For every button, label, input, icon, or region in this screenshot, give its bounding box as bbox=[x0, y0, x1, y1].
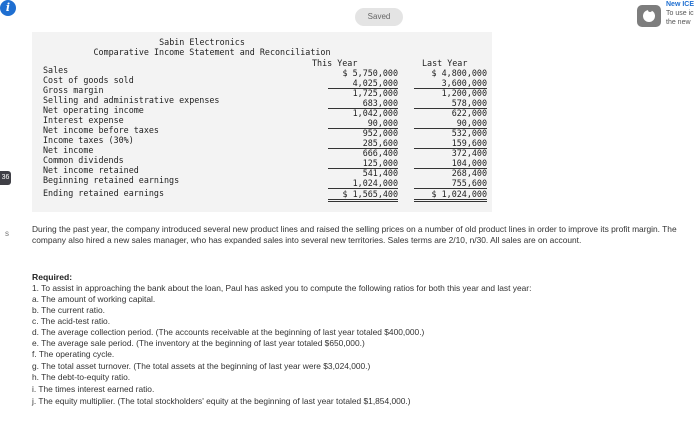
statement-title: Comparative Income Statement and Reconciliation bbox=[93, 47, 331, 57]
value-last-year: 104,000 bbox=[414, 158, 487, 169]
requirement-line: i. The times interest earned ratio. bbox=[32, 384, 155, 394]
col-header-this-year: This Year bbox=[312, 58, 358, 68]
value-this-year: 125,000 bbox=[328, 158, 398, 169]
requirement-line: b. The current ratio. bbox=[32, 305, 105, 315]
requirement-line: 1. To assist in approaching the bank about the loan, Paul has asked you to compute the following ratios for both this year and last year: bbox=[32, 283, 532, 293]
value-last-year: 372,400 bbox=[451, 148, 487, 158]
corner-notification[interactable] bbox=[666, 0, 700, 27]
row-label: Selling and administrative expenses bbox=[43, 95, 220, 105]
app-launcher-icon[interactable] bbox=[637, 5, 661, 27]
value-this-year: 4,025,000 bbox=[328, 78, 398, 89]
row-label: Net income before taxes bbox=[43, 125, 159, 135]
requirement-line: g. The total asset turnover. (The total assets at the beginning of last year were $3,024,000.) bbox=[32, 361, 371, 371]
margin-mark: s bbox=[5, 229, 9, 238]
scenario-paragraph: During the past year, the company introduced several new product lines and raised the selling prices on a number of old product lines in order to improve its profit margin. The company also hired a new sales manager, who has expanded sales into several new territories. Sales terms are 2/10, n/30. All sales are on account. bbox=[32, 224, 677, 245]
requirement-line: j. The equity multiplier. (The total stockholders' equity at the beginning of last year totaled $1,854,000.) bbox=[32, 396, 411, 406]
requirement-line: d. The average collection period. (The accounts receivable at the beginning of last year totaled $400,000.) bbox=[32, 327, 425, 337]
row-label: Net income bbox=[43, 145, 94, 155]
value-this-year: 285,600 bbox=[328, 138, 398, 149]
value-last-year: 159,600 bbox=[414, 138, 487, 149]
value-this-year: $ 5,750,000 bbox=[342, 68, 398, 78]
row-label: Gross margin bbox=[43, 85, 104, 95]
value-last-year: 90,000 bbox=[414, 118, 487, 129]
col-header-last-year: Last Year bbox=[422, 58, 468, 68]
value-last-year: 1,200,000 bbox=[441, 88, 487, 98]
value-last-year: $ 1,024,000 bbox=[414, 189, 487, 202]
value-this-year: 666,400 bbox=[362, 148, 398, 158]
row-label: Net income retained bbox=[43, 165, 139, 175]
row-label: Sales bbox=[43, 65, 69, 75]
income-statement-panel bbox=[32, 32, 492, 212]
value-this-year: 683,000 bbox=[328, 98, 398, 109]
row-label: Ending retained earnings bbox=[43, 188, 165, 198]
row-label: Beginning retained earnings bbox=[43, 175, 180, 185]
corner-note-line-2: To use ic bbox=[666, 10, 694, 17]
requirement-line: c. The acid-test ratio. bbox=[32, 316, 111, 326]
required-heading: Required: bbox=[32, 272, 73, 282]
value-last-year: 532,000 bbox=[451, 128, 487, 138]
value-last-year: 578,000 bbox=[414, 98, 487, 109]
value-last-year: 755,600 bbox=[414, 178, 487, 189]
value-this-year: 1,725,000 bbox=[352, 88, 398, 98]
value-last-year: $ 4,800,000 bbox=[431, 68, 487, 78]
requirement-line: h. The debt-to-equity ratio. bbox=[32, 372, 131, 382]
corner-note-line-1: New ICE bbox=[666, 1, 695, 8]
requirement-line: e. The average sale period. (The inventory at the beginning of last year totaled $650,000.) bbox=[32, 338, 365, 348]
info-icon[interactable]: i bbox=[0, 0, 16, 16]
margin-badge: 36 bbox=[0, 171, 11, 185]
saved-status-badge: Saved bbox=[355, 8, 403, 26]
value-last-year: 622,000 bbox=[451, 108, 487, 118]
value-this-year: 1,042,000 bbox=[352, 108, 398, 118]
requirement-line: f. The operating cycle. bbox=[32, 349, 115, 359]
row-label: Cost of goods sold bbox=[43, 75, 134, 85]
row-label: Net operating income bbox=[43, 105, 144, 115]
row-label: Interest expense bbox=[43, 115, 124, 125]
row-label: Income taxes (30%) bbox=[43, 135, 134, 145]
value-this-year: $ 1,565,400 bbox=[328, 189, 398, 202]
requirement-line: a. The amount of working capital. bbox=[32, 294, 156, 304]
value-this-year: 90,000 bbox=[328, 118, 398, 129]
value-this-year: 952,000 bbox=[362, 128, 398, 138]
value-last-year: 268,400 bbox=[451, 168, 487, 178]
value-this-year: 1,024,000 bbox=[328, 178, 398, 189]
statement-company-name: Sabin Electronics bbox=[159, 37, 245, 47]
value-this-year: 541,400 bbox=[362, 168, 398, 178]
corner-note-line-3: the new bbox=[666, 19, 691, 26]
value-last-year: 3,600,000 bbox=[414, 78, 487, 89]
row-label: Common dividends bbox=[43, 155, 124, 165]
